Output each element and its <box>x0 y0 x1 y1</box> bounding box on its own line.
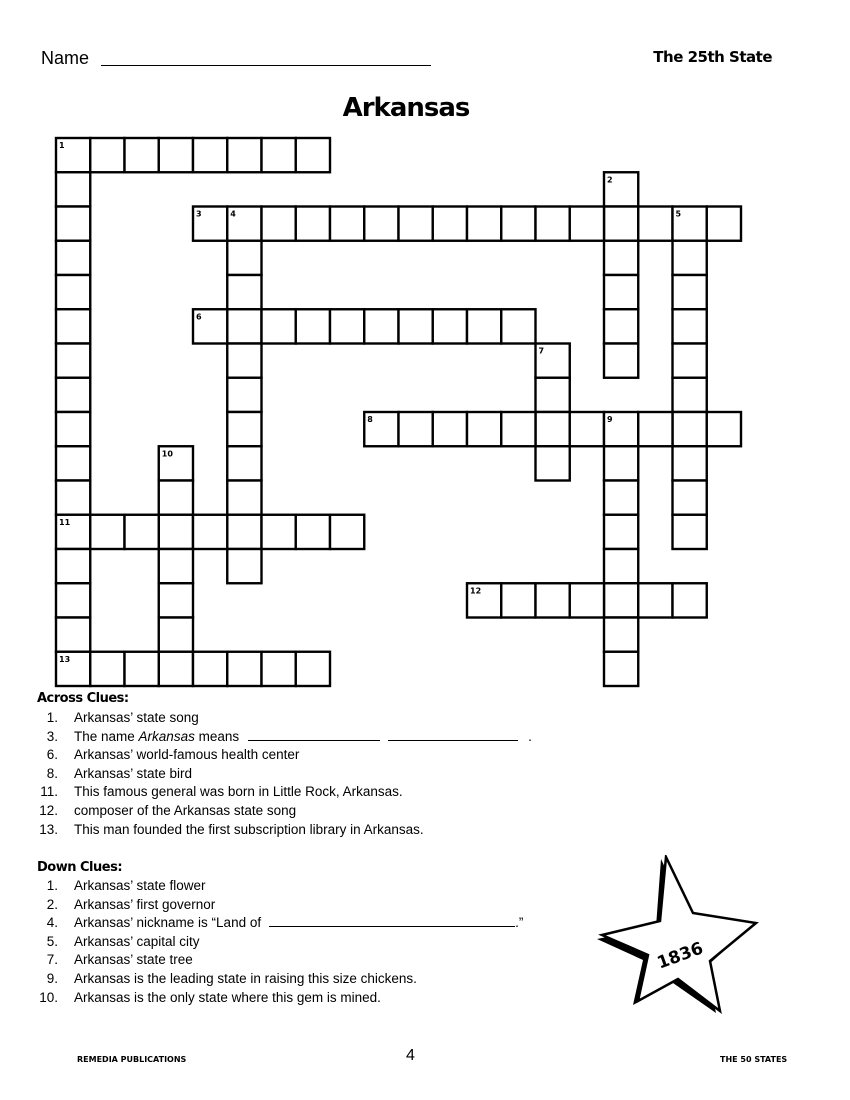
clue-text: Arkansas’ state tree <box>74 952 193 968</box>
grid-cell[interactable] <box>56 378 90 412</box>
grid-cell[interactable] <box>673 344 707 378</box>
clue-number: 3. <box>46 728 58 744</box>
cell-number: 12 <box>470 586 482 596</box>
clue-across <box>0 728 532 746</box>
grid-cell[interactable] <box>638 583 672 617</box>
cell-number: 4 <box>230 209 236 219</box>
grid-cell[interactable] <box>159 481 193 515</box>
grid-cell[interactable] <box>570 583 604 617</box>
grid-cell[interactable] <box>296 309 330 343</box>
clue-text: Arkansas’ state bird <box>74 765 193 781</box>
grid-cell[interactable] <box>604 309 638 343</box>
cell-number: 8 <box>367 415 373 424</box>
grid-cell[interactable] <box>638 207 672 241</box>
cell-number: 6 <box>196 312 202 322</box>
grid-cell[interactable] <box>570 412 604 446</box>
grid-cell[interactable] <box>227 309 261 343</box>
grid-cell[interactable] <box>227 412 261 446</box>
answer-blank[interactable] <box>248 728 380 741</box>
clue-text: The name <box>74 728 139 744</box>
grid-cell[interactable] <box>90 515 124 549</box>
grid-cell[interactable] <box>604 344 638 378</box>
grid-cell[interactable] <box>673 309 707 343</box>
grid-cell[interactable] <box>159 652 193 686</box>
page-number: 4 <box>406 1047 415 1064</box>
grid-cell[interactable] <box>159 515 193 549</box>
clue-across <box>0 783 403 801</box>
clue-text: Arkansas’ nickname is “Land of <box>74 915 262 931</box>
clue-down <box>0 877 206 895</box>
clue-down <box>0 989 381 1007</box>
name-label: Name <box>41 48 90 68</box>
grid-cell[interactable] <box>159 618 193 652</box>
grid-cell[interactable] <box>673 241 707 275</box>
grid-cell[interactable] <box>227 652 261 686</box>
grid-cell[interactable] <box>159 583 193 617</box>
grid-cell[interactable] <box>330 515 364 549</box>
grid-cell[interactable] <box>330 309 364 343</box>
grid-cell[interactable] <box>262 309 296 343</box>
grid-cell[interactable] <box>604 481 638 515</box>
grid-cell[interactable] <box>90 652 124 686</box>
grid-cell[interactable] <box>433 207 467 241</box>
grid-cell[interactable] <box>707 412 741 446</box>
cell-number: 2 <box>607 175 613 185</box>
grid-cell[interactable] <box>296 138 330 172</box>
clue-number: 8. <box>46 765 58 781</box>
grid-cell[interactable] <box>536 446 570 480</box>
series-name: THE 50 STATES <box>720 1055 788 1064</box>
grid-cell[interactable] <box>262 652 296 686</box>
publisher-name: REMEDIA PUBLICATIONS <box>77 1055 187 1064</box>
grid-cell[interactable] <box>262 515 296 549</box>
grid-cell[interactable] <box>262 138 296 172</box>
grid-cell[interactable] <box>159 549 193 583</box>
cell-number: 9 <box>607 415 613 424</box>
grid-cell[interactable] <box>296 207 330 241</box>
grid-cell[interactable] <box>56 412 90 446</box>
star-emblem <box>588 855 773 1020</box>
clue-number: 12. <box>39 803 58 818</box>
grid-cell[interactable] <box>56 172 90 206</box>
grid-cell[interactable] <box>56 446 90 480</box>
clue-number: 13. <box>39 821 58 837</box>
grid-cell[interactable] <box>159 138 193 172</box>
grid-cell[interactable] <box>604 207 638 241</box>
clue-text: Arkansas’ state song <box>74 710 199 725</box>
grid-cell[interactable] <box>536 412 570 446</box>
clue-number: 5. <box>46 933 58 949</box>
clue-text: Arkansas is the only state where this gem is mined. <box>74 989 381 1005</box>
grid-cell[interactable] <box>56 583 90 617</box>
grid-cell[interactable] <box>673 446 707 480</box>
clue-down <box>0 951 193 969</box>
grid-cell[interactable] <box>501 412 535 446</box>
grid-cell[interactable] <box>227 275 261 309</box>
grid-cell[interactable] <box>125 652 159 686</box>
grid-cell[interactable] <box>56 241 90 275</box>
state-number: The 25th State <box>653 48 772 66</box>
down-heading: Down Clues: <box>37 860 123 875</box>
clue-number: 6. <box>46 747 58 763</box>
cell-number: 10 <box>161 449 173 459</box>
clue-text: composer of the Arkansas state song <box>74 803 297 818</box>
grid-cell[interactable] <box>193 138 227 172</box>
grid-cell[interactable] <box>227 549 261 583</box>
grid-cell[interactable] <box>227 515 261 549</box>
grid-cell[interactable] <box>570 207 604 241</box>
grid-cell[interactable] <box>467 309 501 343</box>
grid-cell[interactable] <box>501 583 535 617</box>
grid-cell[interactable] <box>604 652 638 686</box>
grid-cell[interactable] <box>604 446 638 480</box>
grid-cell[interactable] <box>330 207 364 241</box>
clue-number: 9. <box>46 971 58 986</box>
grid-cell[interactable] <box>125 138 159 172</box>
star-year: 1836 <box>654 938 706 974</box>
grid-cell[interactable] <box>673 481 707 515</box>
clue-across <box>0 821 424 839</box>
grid-cell[interactable] <box>604 241 638 275</box>
clue-text: This man founded the first subscription library in Arkansas. <box>74 821 424 837</box>
clue-number: 7. <box>46 952 58 968</box>
grid-cell[interactable] <box>227 138 261 172</box>
grid-cell[interactable] <box>399 207 433 241</box>
grid-cell[interactable] <box>604 549 638 583</box>
grid-cell[interactable] <box>673 378 707 412</box>
grid-cell[interactable] <box>227 446 261 480</box>
grid-cell[interactable] <box>673 583 707 617</box>
grid-cell[interactable] <box>501 309 535 343</box>
grid-cell[interactable] <box>673 275 707 309</box>
cell-number: 13 <box>59 654 71 664</box>
answer-blank[interactable] <box>269 914 515 927</box>
clue-period: . <box>528 728 532 744</box>
grid-cell[interactable] <box>604 618 638 652</box>
grid-cell[interactable] <box>536 207 570 241</box>
clue-text: This famous general was born in Little Rock, Arkansas. <box>74 784 403 800</box>
grid-cell[interactable] <box>399 309 433 343</box>
grid-cell[interactable] <box>296 652 330 686</box>
grid-cell[interactable] <box>399 412 433 446</box>
cell-number: 5 <box>675 209 682 219</box>
clue-text: means <box>194 728 240 744</box>
grid-cell[interactable] <box>193 515 227 549</box>
grid-cell[interactable] <box>673 412 707 446</box>
clue-text: Arkansas’ first governor <box>74 896 216 912</box>
grid-cell[interactable] <box>433 309 467 343</box>
grid-cell[interactable] <box>227 241 261 275</box>
grid-cell[interactable] <box>56 549 90 583</box>
clue-text: .” <box>515 915 524 931</box>
grid-cell[interactable] <box>604 275 638 309</box>
clue-down <box>0 896 215 914</box>
clue-across <box>0 802 296 820</box>
clue-number: 2. <box>46 896 58 912</box>
grid-cell[interactable] <box>227 344 261 378</box>
grid-cell[interactable] <box>227 378 261 412</box>
grid-cell[interactable] <box>467 207 501 241</box>
cell-number: 7 <box>538 346 545 356</box>
grid-cell[interactable] <box>193 652 227 686</box>
clue-number: 10. <box>39 989 58 1005</box>
clue-across <box>0 765 192 783</box>
answer-blank[interactable] <box>388 728 518 741</box>
page-title: Arkansas <box>342 93 470 123</box>
clue-down <box>0 914 523 932</box>
grid-cell[interactable] <box>56 481 90 515</box>
grid-cell[interactable] <box>56 207 90 241</box>
grid-cell[interactable] <box>536 583 570 617</box>
grid-cell[interactable] <box>604 515 638 549</box>
grid-cell[interactable] <box>56 344 90 378</box>
clue-text: Arkansas’ world-famous health center <box>74 747 300 763</box>
clue-number: 1. <box>46 878 58 893</box>
grid-cell[interactable] <box>433 412 467 446</box>
clue-across <box>0 709 199 727</box>
clue-down <box>0 933 200 951</box>
grid-cell[interactable] <box>467 412 501 446</box>
grid-cell[interactable] <box>673 515 707 549</box>
across-heading: Across Clues: <box>37 691 129 706</box>
grid-cell[interactable] <box>296 515 330 549</box>
grid-cell[interactable] <box>501 207 535 241</box>
grid-cell[interactable] <box>364 207 398 241</box>
clue-number: 11. <box>40 784 58 800</box>
grid-cell[interactable] <box>638 412 672 446</box>
cell-number: 11 <box>59 517 71 527</box>
grid-cell[interactable] <box>536 378 570 412</box>
cell-number: 3 <box>196 209 202 219</box>
clue-down <box>0 970 417 988</box>
grid-cell[interactable] <box>56 309 90 343</box>
grid-cell[interactable] <box>707 207 741 241</box>
grid-cell[interactable] <box>227 481 261 515</box>
clue-number: 1. <box>46 710 58 725</box>
grid-cell[interactable] <box>56 618 90 652</box>
cell-number: 1 <box>59 141 65 150</box>
grid-cell[interactable] <box>125 515 159 549</box>
grid-cell[interactable] <box>56 275 90 309</box>
grid-cell[interactable] <box>262 207 296 241</box>
clue-across <box>0 746 299 764</box>
clue-number: 4. <box>46 915 58 931</box>
grid-cell[interactable] <box>364 309 398 343</box>
grid-cell[interactable] <box>604 583 638 617</box>
grid-cell[interactable] <box>90 138 124 172</box>
clue-text: Arkansas is the leading state in raising this size chickens. <box>74 971 417 986</box>
clue-text: Arkansas’ capital city <box>74 933 200 949</box>
clue-text: Arkansas’ state flower <box>74 878 206 893</box>
clue-text-italic: Arkansas <box>138 728 195 744</box>
